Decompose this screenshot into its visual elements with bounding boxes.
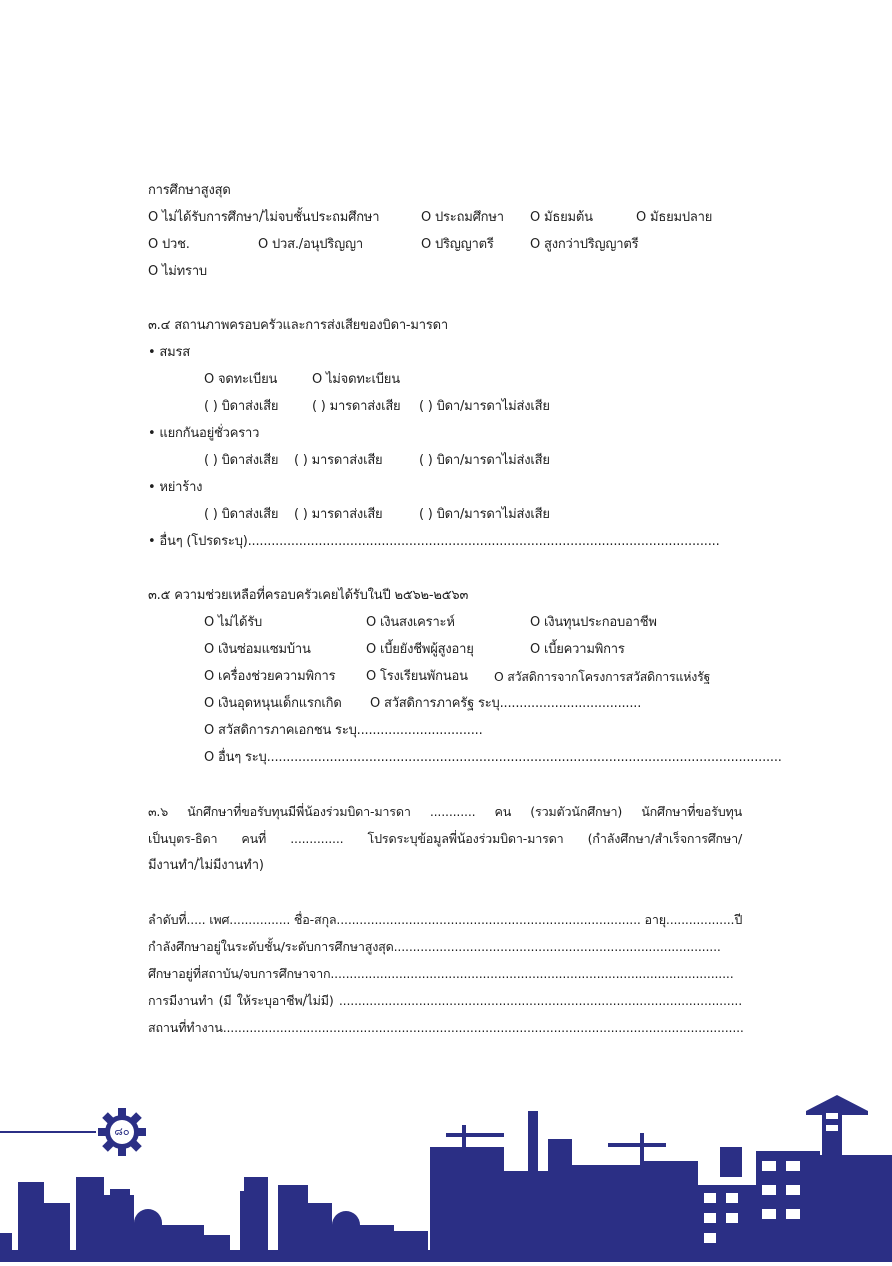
registered-option[interactable]: O จดทะเบียน	[204, 372, 278, 387]
sibling-education-field[interactable]: กำลังศึกษาอยู่ในระดับชั้น/ระดับการศึกษาสูงสุด......................................................................................	[148, 939, 721, 954]
aid-option[interactable]: O สวัสดิการภาครัฐ ระบุ....................................	[370, 696, 642, 711]
edu-option[interactable]: O ปวส./อนุปริญญา	[258, 237, 363, 252]
edu-option[interactable]: O มัธยมปลาย	[636, 210, 713, 225]
edu-option[interactable]: O มัธยมต้น	[530, 210, 593, 225]
married-label: • สมรส	[148, 345, 191, 360]
section-3-5-heading: ๓.๕ ความช่วยเหลือที่ครอบครัวเคยได้รับในปี ๒๕๖๒-๒๕๖๓	[148, 588, 469, 603]
edu-option[interactable]: O ปริญญาตรี	[421, 237, 494, 252]
divorced-label: • หย่าร้าง	[148, 480, 203, 495]
aid-option[interactable]: O ไม่ได้รับ	[204, 615, 263, 630]
sibling-order-field[interactable]: ลำดับที่..... เพศ................ ชื่อ-สกุล................................................................................ อายุ..................ปี	[148, 912, 743, 927]
footer-skyline	[0, 1085, 892, 1262]
edu-option[interactable]: O ปวช.	[148, 237, 190, 252]
father-supports-option[interactable]: ( ) บิดาส่งเสีย	[204, 399, 279, 414]
aid-option[interactable]: O เบี้ยความพิการ	[530, 642, 625, 657]
separated-label: • แยกกันอยู่ชั่วคราว	[148, 426, 260, 441]
section-3-4-heading: ๓.๔ สถานภาพครอบครัวและการส่งเสียของบิดา-มารดา	[148, 318, 449, 333]
aid-option[interactable]: O เงินสงเคราะห์	[366, 615, 455, 630]
aid-option[interactable]: O เงินอุดหนุนเด็กแรกเกิด	[204, 696, 342, 711]
father-supports-option[interactable]: ( ) บิดาส่งเสีย	[204, 507, 279, 522]
aid-option[interactable]: O อื่นๆ ระบุ...................................................................................................................................	[204, 750, 782, 765]
aid-option[interactable]: O โรงเรียนพักนอน	[366, 669, 468, 684]
edu-option[interactable]: O ประถมศึกษา	[421, 210, 504, 225]
page-number: ๘๐	[114, 1125, 130, 1138]
sibling-institution-field[interactable]: ศึกษาอยู่ที่สถาบัน/จบการศึกษาจาก..........................................................................................................	[148, 966, 734, 981]
not-registered-option[interactable]: O ไม่จดทะเบียน	[312, 372, 400, 387]
aid-option[interactable]: O เครื่องช่วยความพิการ	[204, 669, 336, 684]
aid-option[interactable]: O สวัสดิการจากโครงการสวัสดิการแห่งรัฐ	[494, 669, 711, 684]
aid-option[interactable]: O เงินซ่อมแซมบ้าน	[204, 642, 311, 657]
edu-option[interactable]: O สูงกว่าปริญญาตรี	[530, 237, 639, 252]
none-supports-option[interactable]: ( ) บิดา/มารดาไม่ส่งเสีย	[419, 399, 550, 414]
aid-option[interactable]: O สวัสดิการภาคเอกชน ระบุ................................	[204, 723, 483, 738]
edu-heading: การศึกษาสูงสุด	[148, 183, 231, 198]
mother-supports-option[interactable]: ( ) มารดาส่งเสีย	[312, 399, 401, 414]
edu-option[interactable]: O ไม่ได้รับการศึกษา/ไม่จบชั้นประถมศึกษา	[148, 210, 380, 225]
sibling-workplace-field[interactable]: สถานที่ทำงาน.........................................................................................................................................	[148, 1020, 744, 1035]
section-3-6-line: มีงานทำ/ไม่มีงานทำ)	[148, 858, 264, 873]
edu-option[interactable]: O ไม่ทราบ	[148, 264, 207, 279]
section-3-6-line: ๓.๖ นักศึกษาที่ขอรับทุนมีพี่น้องร่วมบิดา-มารดา ............ คน (รวมตัวนักศึกษา) นักศึกษาที่ขอรับทุน	[148, 804, 742, 819]
city-skyline-illustration	[0, 1085, 892, 1262]
sibling-employment-field[interactable]: การมีงานทำ (มี ให้ระบุอาชีพ/ไม่มี) ..........................................................................................................	[148, 993, 742, 1008]
aid-option[interactable]: O เบี้ยยังชีพผู้สูงอายุ	[366, 642, 474, 657]
mother-supports-option[interactable]: ( ) มารดาส่งเสีย	[294, 453, 383, 468]
none-supports-option[interactable]: ( ) บิดา/มารดาไม่ส่งเสีย	[419, 507, 550, 522]
other-status-field[interactable]: • อื่นๆ (โปรดระบุ)........................................................................................................................	[148, 534, 720, 549]
section-3-6-line: เป็นบุตร-ธิดา คนที่ .............. โปรดระบุข้อมูลพี่น้องร่วมบิดา-มารดา (กำลังศึกษา/สำเร็จการศึกษา/	[148, 831, 742, 846]
mother-supports-option[interactable]: ( ) มารดาส่งเสีย	[294, 507, 383, 522]
father-supports-option[interactable]: ( ) บิดาส่งเสีย	[204, 453, 279, 468]
aid-option[interactable]: O เงินทุนประกอบอาชีพ	[530, 615, 657, 630]
none-supports-option[interactable]: ( ) บิดา/มารดาไม่ส่งเสีย	[419, 453, 550, 468]
